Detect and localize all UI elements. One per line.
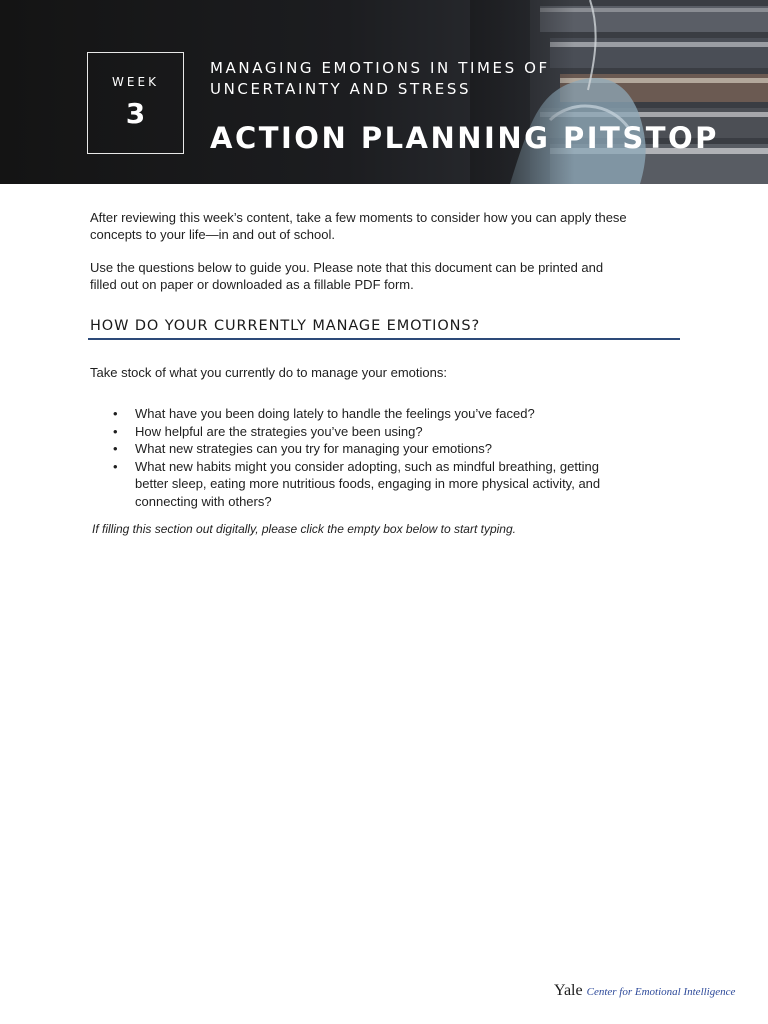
week-label: WEEK	[112, 75, 159, 89]
intro-paragraph-2-line-1: Use the questions below to guide you. Please note that this document can be printed and	[90, 260, 604, 275]
intro-paragraph-2-line-2: filled out on paper or downloaded as a fillable PDF form.	[90, 277, 414, 292]
list-item-text: How helpful are the strategies you’ve been using?	[135, 423, 423, 439]
question-list	[113, 405, 673, 510]
instruction-note: If filling this section out digitally, please click the empty box below to start typing.	[92, 522, 516, 536]
bullet-icon: •	[113, 423, 118, 439]
section-heading: HOW DO YOUR CURRENTLY MANAGE EMOTIONS?	[90, 318, 481, 334]
subtitle-line-2: UNCERTAINTY AND STRESS	[210, 80, 472, 98]
list-item-text: What new strategies can you try for managing your emotions?	[135, 441, 492, 456]
yale-logo	[554, 980, 735, 1000]
answer-text-field[interactable]	[88, 548, 680, 948]
logo-center-text: Center for Emotional Intelligence	[586, 986, 736, 998]
list-item-text: What have you been doing lately to handle the feelings you’ve faced?	[135, 406, 535, 421]
week-badge	[87, 52, 184, 154]
list-item-text-line-2: better sleep, eating more nutritious foods, engaging in more physical activity, and	[135, 476, 601, 491]
bullet-icon: •	[113, 458, 118, 474]
intro-paragraph-1-line-2: concepts to your life—in and out of school.	[90, 227, 335, 242]
section-divider	[88, 338, 680, 340]
document-subtitle	[210, 58, 550, 100]
intro-paragraph-1-line-1: After reviewing this week’s content, take a few moments to consider how you can apply these	[90, 210, 627, 225]
document-title: ACTION PLANNING PITSTOP	[210, 121, 719, 155]
section-lead-text: Take stock of what you currently do to manage your emotions:	[90, 365, 447, 380]
list-item	[113, 440, 673, 458]
bullet-icon: •	[113, 441, 118, 456]
list-item	[113, 423, 673, 441]
bullet-icon: •	[113, 406, 118, 421]
list-item-text-line-1: What new habits might you consider adopting, such as mindful breathing, getting	[135, 458, 599, 474]
intro-section	[90, 209, 690, 309]
header-banner	[0, 0, 768, 184]
list-item-text-line-3: connecting with others?	[135, 493, 272, 509]
intro-paragraph-2	[90, 259, 690, 293]
list-item	[113, 458, 673, 511]
week-number: 3	[125, 97, 146, 130]
list-item	[113, 405, 673, 423]
subtitle-line-1: MANAGING EMOTIONS IN TIMES OF	[210, 59, 550, 77]
logo-yale-text: Yale	[554, 982, 583, 999]
intro-paragraph-1	[90, 209, 690, 243]
